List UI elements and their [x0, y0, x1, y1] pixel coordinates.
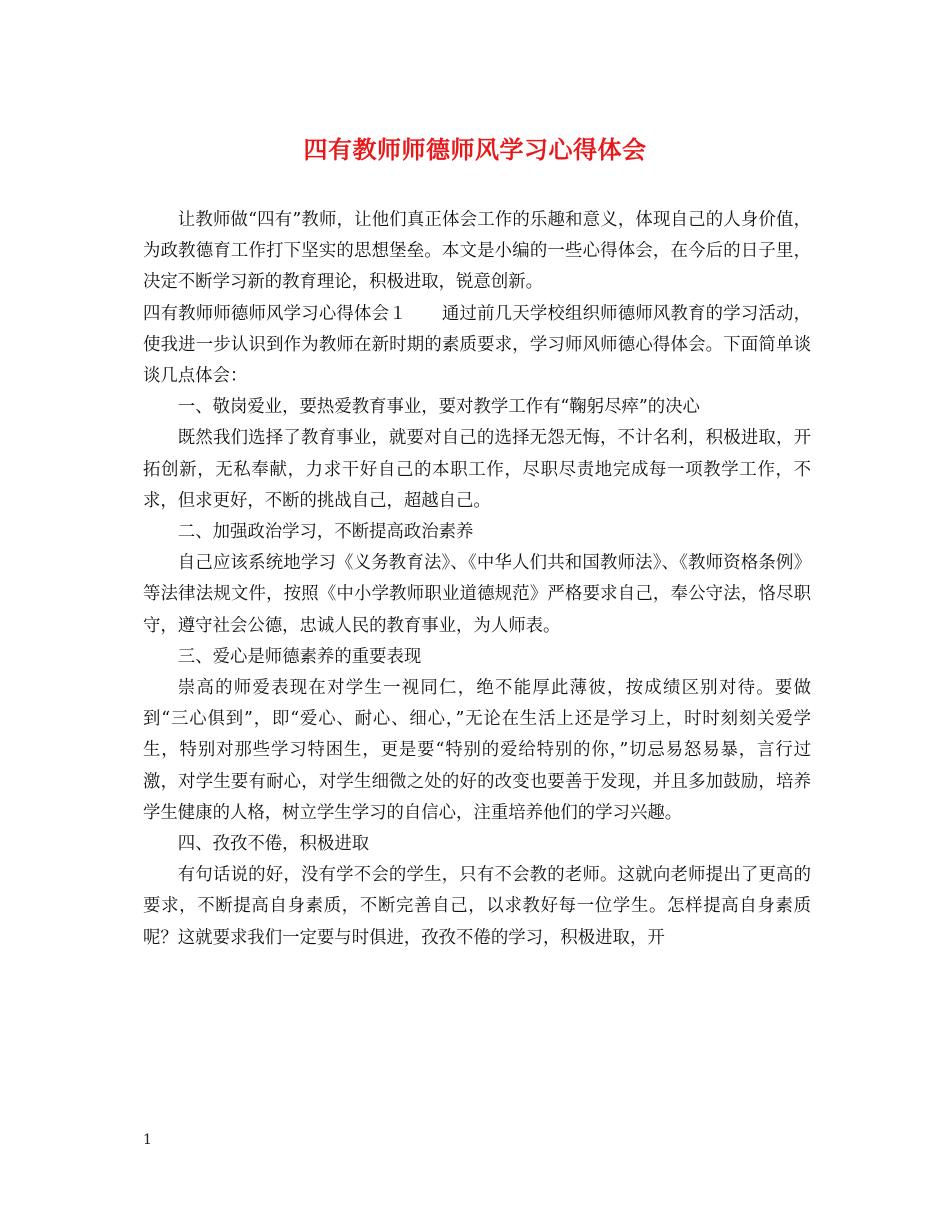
intro-paragraph: 让教师做“四有”教师，让他们真正体会工作的乐趣和意义，体现自己的人身价值，为政教德育工作打下坚实的思想堡垒。本文是小编的一些心得体会，在今后的日子里，决定不断学习新的教育理论，积极进取，锐意创新。 — [143, 210, 811, 293]
heading-three: 三、爱心是师德素养的重要表现 — [177, 646, 422, 667]
paragraph-four: 有句话说的好，没有学不会的学生，只有不会教的老师。这就向老师提出了更高的要求，不断提高自身素质，不断完善自己，以求教好每一位学生。怎样提高自身素质呢？这就要求我们一定要与时俱进，孜孜不倦的学习，积极进取，开 — [143, 865, 811, 948]
paragraph-one: 既然我们选择了教育事业，就要对自己的选择无怨无悔，不计名利，积极进取，开拓创新，无私奉献，力求干好自己的本职工作，尽职尽责地完成每一项教学工作，不求，但求更好，不断的挑战自己，超越自己。 — [143, 428, 811, 511]
page-number: 1 — [143, 1132, 152, 1148]
heading-one: 一、敬岗爱业，要热爱教育事业，要对教学工作有“鞠躬尽瘁”的决心 — [177, 397, 700, 418]
heading-two: 二、加强政治学习，不断提高政治素养 — [177, 522, 474, 543]
page-title: 四有教师师德师风学习心得体会 — [303, 135, 647, 164]
paragraph-three: 崇高的师爱表现在对学生一视同仁，绝不能厚此薄彼，按成绩区别对待。要做到“三心俱到”，即“爱心、耐心、细心，”无论在生活上还是学习上，时时刻刻关爱学生，特别对那些学习特困生，更是要“特别的爱给特别的你，”切忌易怒易暴，言行过激，对学生要有耐心，对学生细微之处的好的改变也要善于发现，并且多加鼓励，培养学生健康的人格，树立学生学习的自信心，注重培养他们的学习兴趣。 — [143, 678, 811, 823]
section-intro-paragraph: 四有教师师德师风学习心得体会１ 通过前几天学校组织师德师风教育的学习活动，使我进一步认识到作为教师在新时期的素质要求，学习师风师德心得体会。下面简单谈谈几点体会： — [143, 303, 811, 387]
paragraph-two: 自己应该系统地学习《义务教育法》、《中华人们共和国教师法》、《教师资格条例》等法律法规文件，按照《中小学教师职业道德规范》严格要求自己，奉公守法，恪尽职守，遵守社会公德，忠诚人民的教育事业，为人师表。 — [143, 553, 811, 636]
document-body — [143, 205, 811, 954]
heading-four: 四、孜孜不倦，积极进取 — [177, 834, 370, 855]
